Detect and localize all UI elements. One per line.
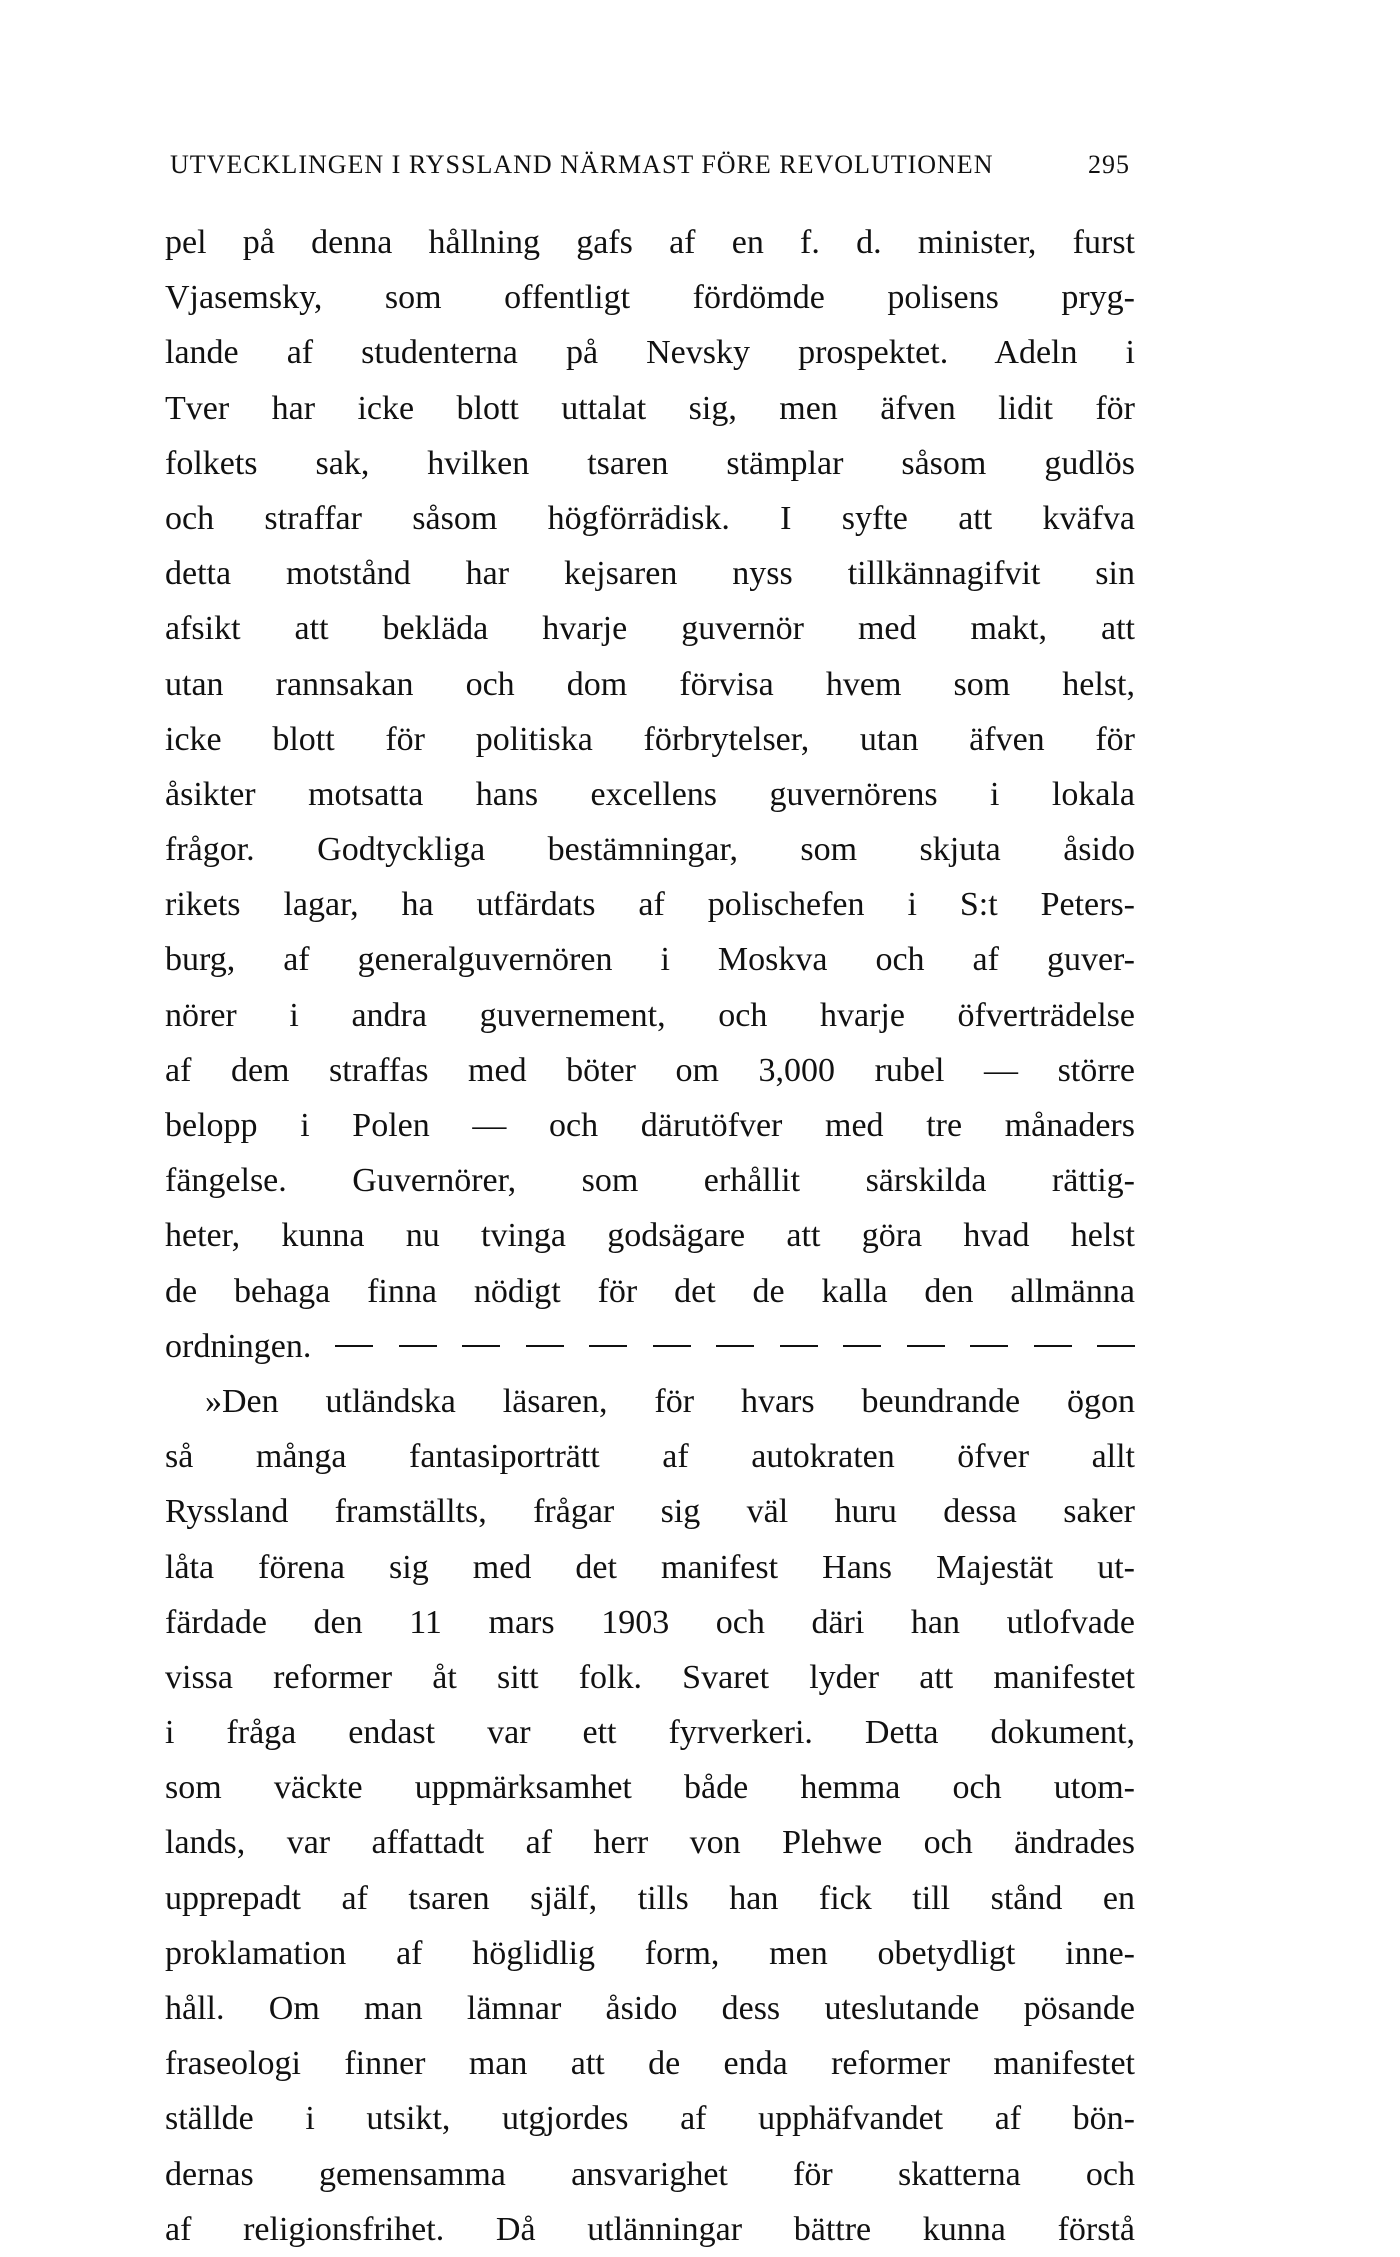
closing-word: ordningen. (165, 1327, 312, 1365)
dash (907, 1345, 945, 1347)
text-line: utan rannsakan och dom förvisa hvem som helst, (165, 665, 1135, 703)
running-title: UTVECKLINGEN I RYSSLAND NÄRMAST FÖRE REVOLUTIONEN (170, 150, 994, 179)
text-line: af dem straffas med böter om 3,000 rubel — större (165, 1051, 1135, 1089)
text-line: Vjasemsky, som offentligt fördömde polisens pryg- (165, 279, 1135, 317)
dash (335, 1345, 373, 1347)
text-line: nörer i andra guvernement, och hvarje öfverträdelse (165, 996, 1135, 1034)
text-line: låta förena sig med det manifest Hans Majestät ut- (165, 1548, 1135, 1586)
dash (462, 1345, 500, 1347)
text-line: de behaga finna nödigt för det de kalla den allmänna (165, 1272, 1135, 1310)
dash (970, 1345, 1008, 1347)
page-number: 295 (1088, 150, 1130, 179)
text-line: vissa reformer åt sitt folk. Svaret lyder att manifestet (165, 1658, 1135, 1696)
text-line: lands, var affattadt af herr von Plehwe och ändrades (165, 1824, 1135, 1862)
text-line: frågor. Godtyckliga bestämningar, som skjuta åsido (165, 831, 1135, 869)
text-line: fraseologi finner man att de enda reformer manifestet (165, 2045, 1135, 2083)
dash (780, 1345, 818, 1347)
text-line: upprepadt af tsaren själf, tills han fick till stånd en (165, 1879, 1135, 1917)
text-line: så många fantasiporträtt af autokraten öfver allt (165, 1438, 1135, 1476)
text-line: Ryssland framställts, frågar sig väl huru dessa saker (165, 1493, 1135, 1531)
text-line: pel på denna hållning gafs af en f. d. minister, furst (165, 224, 1135, 261)
text-line: »Den utländska läsaren, för hvars beundrande ögon (205, 1382, 1135, 1420)
dash (843, 1345, 881, 1347)
running-head (170, 150, 1130, 190)
text-line: afsikt att bekläda hvarje guvernör med makt, att (165, 610, 1135, 648)
text-line: och straffar såsom högförrädisk. I syfte att kväfva (165, 499, 1135, 537)
dash (1097, 1345, 1135, 1347)
text-line: detta motstånd har kejsaren nyss tillkännagifvit sin (165, 555, 1135, 593)
text-line: lande af studenterna på Nevsky prospektet. Adeln i (165, 334, 1135, 372)
text-line: Tver har icke blott uttalat sig, men äfven lidit för (165, 389, 1135, 427)
dashed-closing-line (165, 1319, 1135, 1374)
text-line: heter, kunna nu tvinga godsägare att göra hvad helst (165, 1217, 1135, 1255)
body-text (165, 215, 1135, 2257)
text-line: burg, af generalguvernören i Moskva och af guver- (165, 941, 1135, 979)
text-line: icke blott för politiska förbrytelser, utan äfven för (165, 720, 1135, 758)
dash (1034, 1345, 1072, 1347)
text-line: som väckte uppmärksamhet både hemma och utom- (165, 1769, 1135, 1807)
dash (589, 1345, 627, 1347)
text-line: ställde i utsikt, utgjordes af upphäfvandet af bön- (165, 2100, 1135, 2138)
dash (653, 1345, 691, 1347)
text-line: af religionsfrihet. Då utlänningar bättre kunna förstå (165, 2210, 1135, 2248)
dash (526, 1345, 564, 1347)
text-line: fängelse. Guvernörer, som erhållit särskilda rättig- (165, 1162, 1135, 1200)
dash (399, 1345, 437, 1347)
text-line: belopp i Polen — och därutöfver med tre månaders (165, 1107, 1135, 1144)
text-line: folkets sak, hvilken tsaren stämplar såsom gudlös (165, 444, 1135, 482)
text-line: i fråga endast var ett fyrverkeri. Detta dokument, (165, 1714, 1135, 1752)
dash (716, 1345, 754, 1347)
text-line: proklamation af höglidlig form, men obetydligt inne- (165, 1934, 1135, 1972)
text-line: åsikter motsatta hans excellens guvernörens i lokala (165, 775, 1135, 813)
text-line: rikets lagar, ha utfärdats af polischefen i S:t Peters- (165, 886, 1135, 924)
text-line: färdade den 11 mars 1903 och däri han utlofvade (165, 1603, 1135, 1641)
dash-leaders (335, 1345, 1135, 1347)
text-line: dernas gemensamma ansvarighet för skatterna och (165, 2155, 1135, 2193)
text-line: håll. Om man lämnar åsido dess uteslutande pösande (165, 1990, 1135, 2027)
